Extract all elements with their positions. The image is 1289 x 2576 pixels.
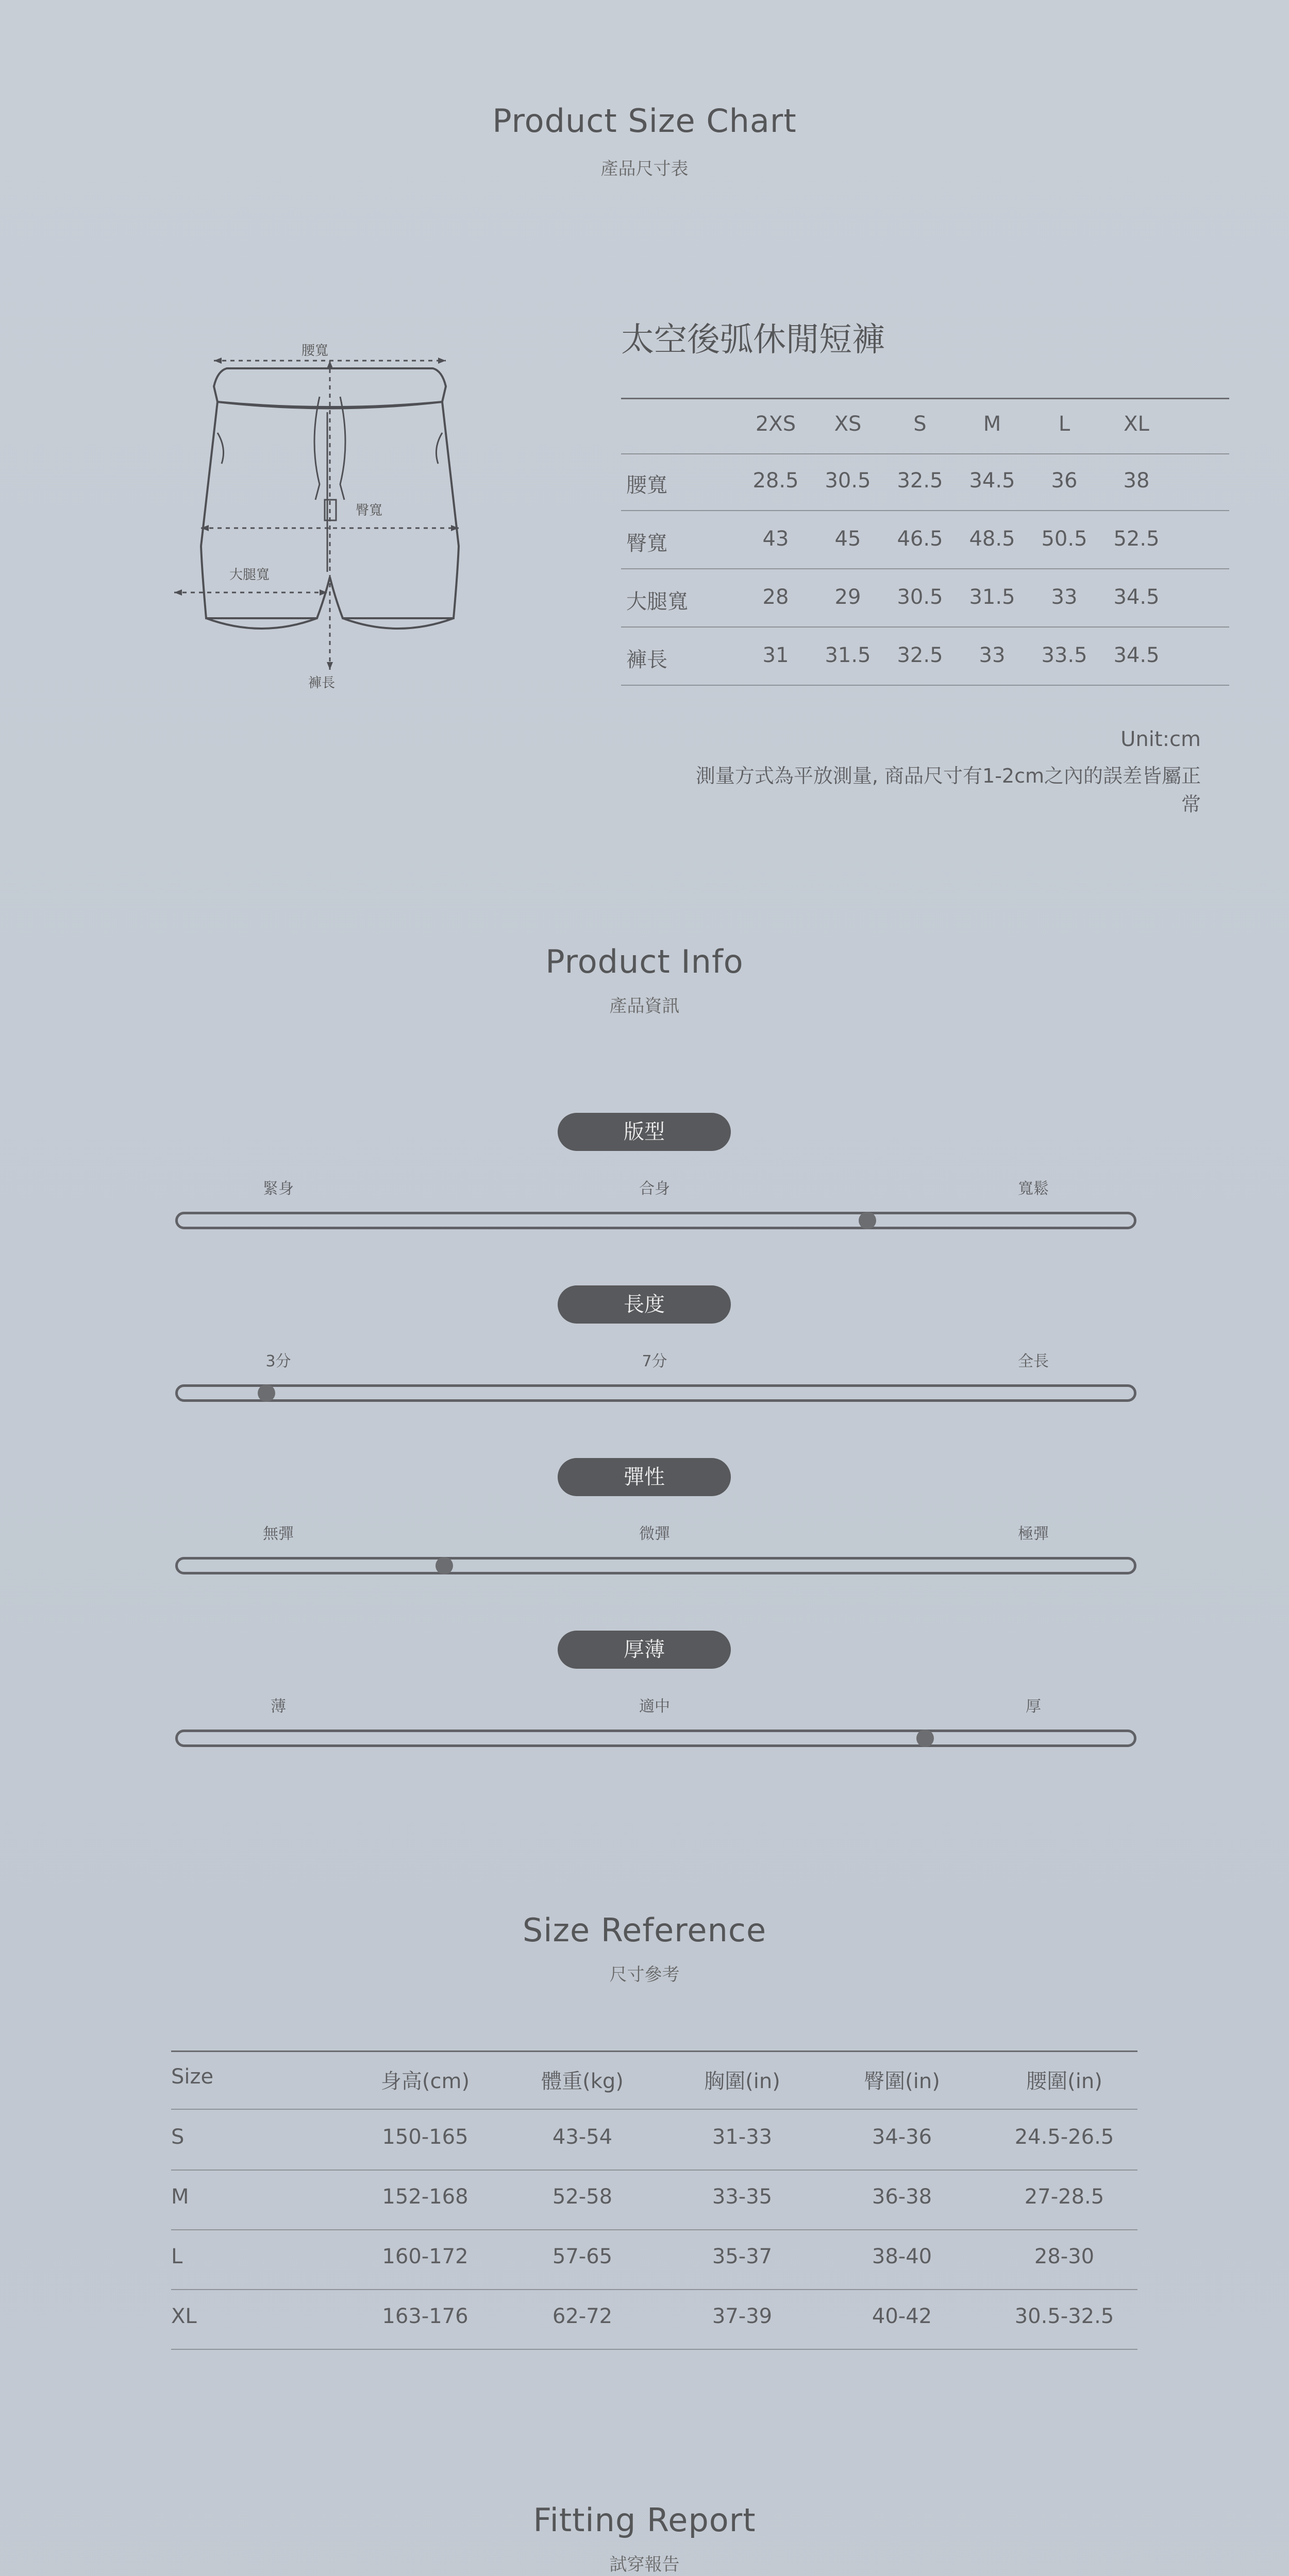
- size-row-label: 腰寬: [626, 473, 667, 497]
- fitting-report-title: Fitting Report: [533, 2501, 756, 2539]
- diagram-label-thigh: 大腿寬: [229, 567, 270, 583]
- size-row-rule: [621, 510, 1229, 511]
- ref-header: Size: [171, 2065, 214, 2089]
- size-cell: 32.5: [897, 643, 943, 667]
- ref-row-rule: [171, 2170, 1137, 2171]
- ref-cell: 163-176: [382, 2304, 468, 2328]
- ref-row-rule: [171, 2229, 1137, 2230]
- ref-size-cell: S: [171, 2125, 185, 2149]
- product-info-subtitle: 產品資訊: [609, 996, 680, 1016]
- ref-cell: 160-172: [382, 2245, 468, 2268]
- scale-indicator: [436, 1557, 453, 1574]
- size-cell: 46.5: [897, 527, 943, 551]
- size-col-header: L: [1058, 412, 1070, 436]
- size-cell: 28: [762, 585, 789, 609]
- scale-label: 適中: [639, 1698, 670, 1716]
- size-col-header: XL: [1124, 412, 1149, 436]
- size-cell: 34.5: [1113, 643, 1160, 667]
- size-row-rule: [621, 568, 1229, 569]
- measurement-note: 測量方式為平放測量, 商品尺寸有1-2cm之內的誤差皆屬正常: [695, 765, 1201, 816]
- product-info-title: Product Info: [545, 943, 744, 980]
- unit-label: Unit:cm: [1120, 727, 1201, 751]
- size-cell: 31.5: [969, 585, 1015, 609]
- size-reference-subtitle: 尺寸參考: [609, 1964, 680, 1985]
- size-cell: 50.5: [1041, 527, 1087, 551]
- ref-size-cell: XL: [171, 2304, 197, 2328]
- ref-size-cell: L: [171, 2245, 183, 2268]
- scale-label: 微彈: [639, 1525, 670, 1543]
- size-cell: 31: [762, 643, 789, 667]
- ref-cell: 31-33: [712, 2125, 773, 2149]
- ref-cell: 36-38: [872, 2185, 932, 2209]
- size-col-header: S: [913, 412, 927, 436]
- size-cell: 45: [834, 527, 861, 551]
- fitting-report-subtitle: 試穿報告: [609, 2554, 680, 2575]
- scale-label: 合身: [639, 1180, 670, 1198]
- product-name: 太空後弧休閒短褲: [621, 321, 885, 359]
- ref-top-rule: [171, 2050, 1137, 2052]
- scale-label: 薄: [271, 1698, 286, 1716]
- size-cell: 48.5: [969, 527, 1015, 551]
- size-row-rule: [621, 626, 1229, 628]
- scale-track: [175, 1212, 1136, 1229]
- ref-cell: 33-35: [712, 2185, 773, 2209]
- ref-cell: 62-72: [552, 2304, 613, 2328]
- scale-indicator: [258, 1384, 275, 1402]
- size-chart-title: Product Size Chart: [492, 102, 797, 140]
- ref-row-rule: [171, 2289, 1137, 2290]
- size-cell: 36: [1051, 469, 1078, 493]
- ref-cell: 52-58: [552, 2185, 613, 2209]
- scale-label: 3分: [265, 1352, 291, 1370]
- size-cell: 34.5: [1113, 585, 1160, 609]
- size-cell: 30.5: [897, 585, 943, 609]
- shorts-diagram: [170, 330, 490, 701]
- ref-row-rule: [171, 2349, 1137, 2350]
- size-cell: 30.5: [825, 469, 871, 493]
- scale-indicator: [916, 1730, 934, 1747]
- scale-pill-3: 彈性: [558, 1458, 731, 1496]
- scale-indicator: [859, 1212, 876, 1229]
- size-cell: 31.5: [825, 643, 871, 667]
- ref-cell: 152-168: [382, 2185, 468, 2209]
- size-row-label: 褲長: [626, 648, 667, 672]
- ref-header: 臀圍(in): [864, 2070, 940, 2093]
- scale-label: 無彈: [263, 1525, 294, 1543]
- scale-track: [175, 1557, 1136, 1574]
- ref-cell: 24.5-26.5: [1014, 2125, 1114, 2149]
- ref-cell: 37-39: [712, 2304, 773, 2328]
- ref-cell: 35-37: [712, 2245, 773, 2268]
- ref-cell: 34-36: [872, 2125, 932, 2149]
- scale-track: [175, 1730, 1136, 1747]
- scale-pill-1: 版型: [558, 1113, 731, 1151]
- scale-label: 極彈: [1018, 1525, 1049, 1543]
- size-cell: 52.5: [1113, 527, 1160, 551]
- scale-pill-4: 厚薄: [558, 1631, 731, 1669]
- size-table-top-rule: [621, 398, 1229, 399]
- scale-label: 全長: [1018, 1352, 1049, 1370]
- diagram-label-waist: 腰寬: [302, 343, 329, 359]
- ref-header-rule: [171, 2109, 1137, 2110]
- ref-size-cell: M: [171, 2185, 189, 2209]
- ref-cell: 28-30: [1034, 2245, 1095, 2268]
- scale-label: 緊身: [263, 1180, 294, 1198]
- size-cell: 38: [1123, 469, 1150, 493]
- size-row-label: 大腿寬: [626, 590, 688, 614]
- size-chart-subtitle: 產品尺寸表: [600, 159, 689, 179]
- size-col-header: 2XS: [755, 412, 796, 436]
- ref-cell: 40-42: [872, 2304, 932, 2328]
- scale-track: [175, 1384, 1136, 1402]
- ref-header: 身高(cm): [380, 2070, 470, 2093]
- size-col-header: M: [983, 412, 1001, 436]
- ref-header: 體重(kg): [541, 2070, 624, 2093]
- scale-label: 厚: [1026, 1698, 1041, 1716]
- scale-pill-2: 長度: [558, 1285, 731, 1324]
- ref-cell: 30.5-32.5: [1014, 2304, 1114, 2328]
- ref-cell: 150-165: [382, 2125, 468, 2149]
- size-cell: 33: [1051, 585, 1078, 609]
- size-table-header-rule: [621, 453, 1229, 454]
- ref-cell: 57-65: [552, 2245, 613, 2268]
- size-cell: 33.5: [1041, 643, 1087, 667]
- ref-header: 腰圍(in): [1026, 2070, 1102, 2093]
- size-reference-title: Size Reference: [522, 1911, 767, 1949]
- size-cell: 29: [834, 585, 861, 609]
- diagram-label-length: 褲長: [308, 675, 336, 691]
- size-cell: 34.5: [969, 469, 1015, 493]
- ref-cell: 43-54: [552, 2125, 613, 2149]
- size-row-rule: [621, 685, 1229, 686]
- ref-cell: 27-28.5: [1024, 2185, 1104, 2209]
- size-col-header: XS: [834, 412, 862, 436]
- ref-header: 胸圍(in): [704, 2070, 780, 2093]
- scale-label: 7分: [642, 1352, 667, 1370]
- size-cell: 28.5: [752, 469, 799, 493]
- ref-cell: 38-40: [872, 2245, 932, 2268]
- size-cell: 32.5: [897, 469, 943, 493]
- size-cell: 43: [762, 527, 789, 551]
- scale-label: 寬鬆: [1018, 1180, 1049, 1198]
- diagram-label-hip: 臀寬: [356, 503, 383, 518]
- size-cell: 33: [979, 643, 1006, 667]
- size-row-label: 臀寬: [626, 532, 667, 555]
